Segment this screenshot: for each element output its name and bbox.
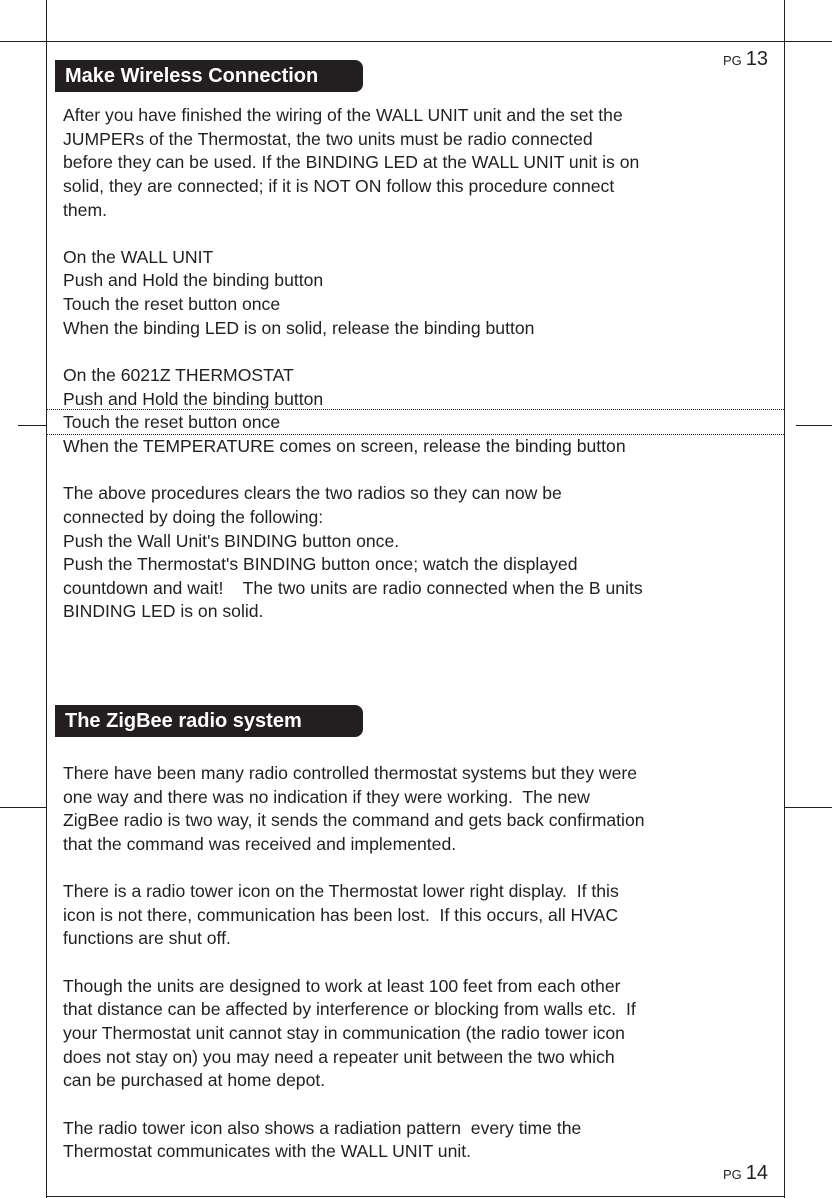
text-line: ZigBee radio is two way, it sends the command and gets back confirmation — [63, 810, 645, 831]
page-label: PG — [722, 1167, 742, 1182]
text-line: can be purchased at home depot. — [63, 1070, 326, 1091]
text-line: that distance can be affected by interference or blocking from walls etc. If — [63, 999, 636, 1020]
text-line: Push and Hold the binding button — [63, 388, 324, 409]
text-line — [63, 459, 763, 483]
page-number-top — [723, 48, 768, 71]
text-line — [63, 1093, 763, 1117]
section-body — [63, 762, 763, 1164]
text-line: them. — [63, 199, 108, 220]
crop-line — [784, 0, 785, 1198]
text-line: does not stay on) you may need a repeater unit between the two which — [63, 1046, 615, 1067]
page-number: 13 — [745, 48, 768, 70]
page-number-bottom — [723, 1162, 768, 1185]
text-line: functions are shut off. — [63, 928, 231, 949]
crop-line — [784, 807, 832, 808]
text-line: solid, they are connected; if it is NOT ON follow this procedure connect — [63, 175, 615, 196]
crop-line — [796, 425, 832, 426]
text-line: The above procedures clears the two radios so they can now be — [63, 483, 562, 504]
text-line: one way and there was no indication if they were working. The new — [63, 786, 590, 807]
section-heading: Make Wireless Connection — [55, 60, 363, 92]
page-number: 14 — [745, 1162, 768, 1184]
text-line: There have been many radio controlled thermostat systems but they were — [63, 763, 638, 783]
text-line — [63, 857, 763, 881]
text-line: JUMPERs of the Thermostat, the two units must be radio connected — [63, 128, 593, 149]
section-body — [63, 104, 763, 624]
text-line: connected by doing the following: — [63, 506, 324, 527]
text-line — [63, 340, 763, 364]
text-line: icon is not there, communication has been lost. If this occurs, all HVAC — [63, 904, 619, 925]
crop-line — [46, 1196, 784, 1197]
text-line: Push the Thermostat's BINDING button once; watch the displayed — [63, 554, 578, 575]
text-line — [63, 222, 763, 246]
text-line: Push and Hold the binding button — [63, 270, 324, 291]
text-line: your Thermostat unit cannot stay in communication (the radio tower icon — [63, 1023, 625, 1044]
text-line: Push the Wall Unit's BINDING button once. — [63, 530, 400, 551]
text-line: Touch the reset button once — [63, 412, 281, 433]
text-line: Touch the reset button once — [63, 294, 281, 315]
text-line: The radio tower icon also shows a radiation pattern every time the — [63, 1117, 582, 1138]
text-line: that the command was received and implemented. — [63, 833, 457, 854]
crop-line — [46, 0, 47, 1198]
text-line: When the TEMPERATURE comes on screen, release the binding button — [63, 435, 626, 456]
text-line: Though the units are designed to work at least 100 feet from each other — [63, 975, 621, 996]
text-line: On the 6021Z THERMOSTAT — [63, 365, 294, 386]
crop-line — [0, 807, 46, 808]
text-line: On the WALL UNIT — [63, 246, 214, 267]
section-heading: The ZigBee radio system — [55, 705, 363, 737]
crop-line — [0, 41, 832, 42]
text-line: before they can be used. If the BINDING LED at the WALL UNIT unit is on — [63, 152, 640, 173]
text-line: BINDING LED is on solid. — [63, 601, 264, 622]
page-label: PG — [722, 53, 742, 68]
text-line: There is a radio tower icon on the Thermostat lower right display. If this — [63, 881, 619, 902]
text-line: When the binding LED is on solid, release the binding button — [63, 317, 535, 338]
crop-line — [18, 425, 46, 426]
text-line: countdown and wait! The two units are radio connected when the B units — [63, 577, 643, 598]
text-line: After you have finished the wiring of the WALL UNIT unit and the set the — [63, 105, 623, 125]
text-line: Thermostat communicates with the WALL UNIT unit. — [63, 1141, 472, 1162]
text-line — [63, 951, 763, 975]
